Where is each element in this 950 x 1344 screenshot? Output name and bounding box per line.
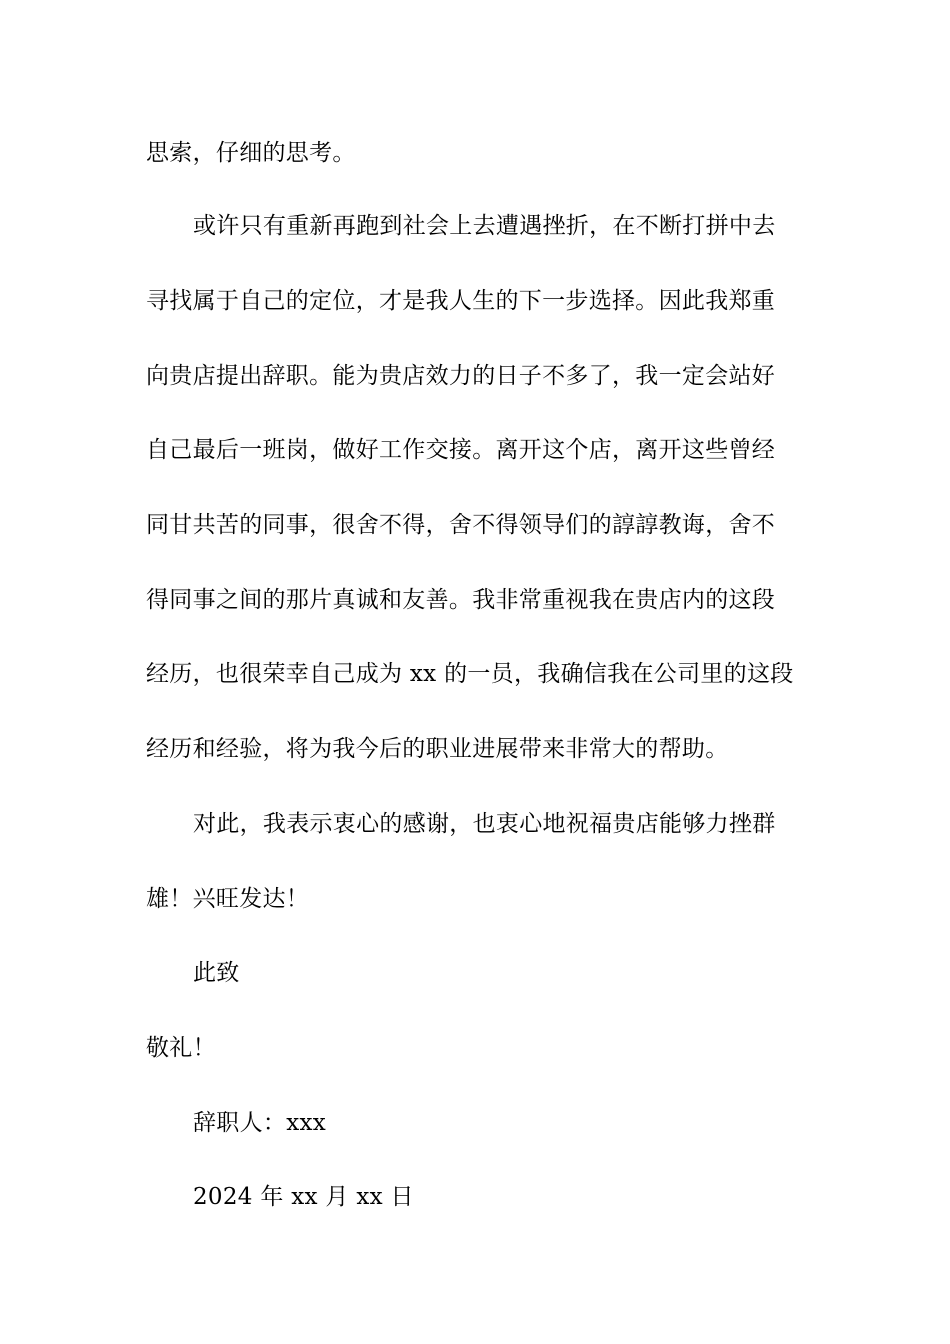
paragraph-line: 经历，也很荣幸自己成为 xx 的一员，我确信我在公司里的这段 xyxy=(146,661,794,687)
paragraph-line: 或许只有重新再跑到社会上去遭遇挫折，在不断打拼中去 xyxy=(193,213,776,239)
salutation: 敬礼！ xyxy=(146,1035,216,1061)
paragraph-line: 经历和经验，将为我今后的职业进展带来非常大的帮助。 xyxy=(146,736,729,762)
closing-phrase: 此致 xyxy=(193,960,240,986)
paragraph-line: 寻找属于自己的定位，才是我人生的下一步选择。因此我郑重 xyxy=(146,288,776,314)
paragraph-line: 对此，我表示衷心的感谢，也衷心地祝福贵店能够力挫群 xyxy=(193,811,776,837)
paragraph-line: 同甘共苦的同事，很舍不得，舍不得领导们的諄諄教诲，舍不 xyxy=(146,512,776,538)
date-line: 2024 年 xx 月 xx 日 xyxy=(193,1184,414,1210)
paragraph-line: 自己最后一班岗，做好工作交接。离开这个店，离开这些曾经 xyxy=(146,437,776,463)
paragraph-line: 向贵店提出辞职。能为贵店效力的日子不多了，我一定会站好 xyxy=(146,363,776,389)
paragraph-line: 思索，仔细的思考。 xyxy=(146,140,356,166)
paragraph-line: 雄！兴旺发达！ xyxy=(146,886,310,912)
signature-line: 辞职人：xxx xyxy=(193,1110,327,1136)
paragraph-line: 得同事之间的那片真诚和友善。我非常重视我在贵店内的这段 xyxy=(146,587,776,613)
